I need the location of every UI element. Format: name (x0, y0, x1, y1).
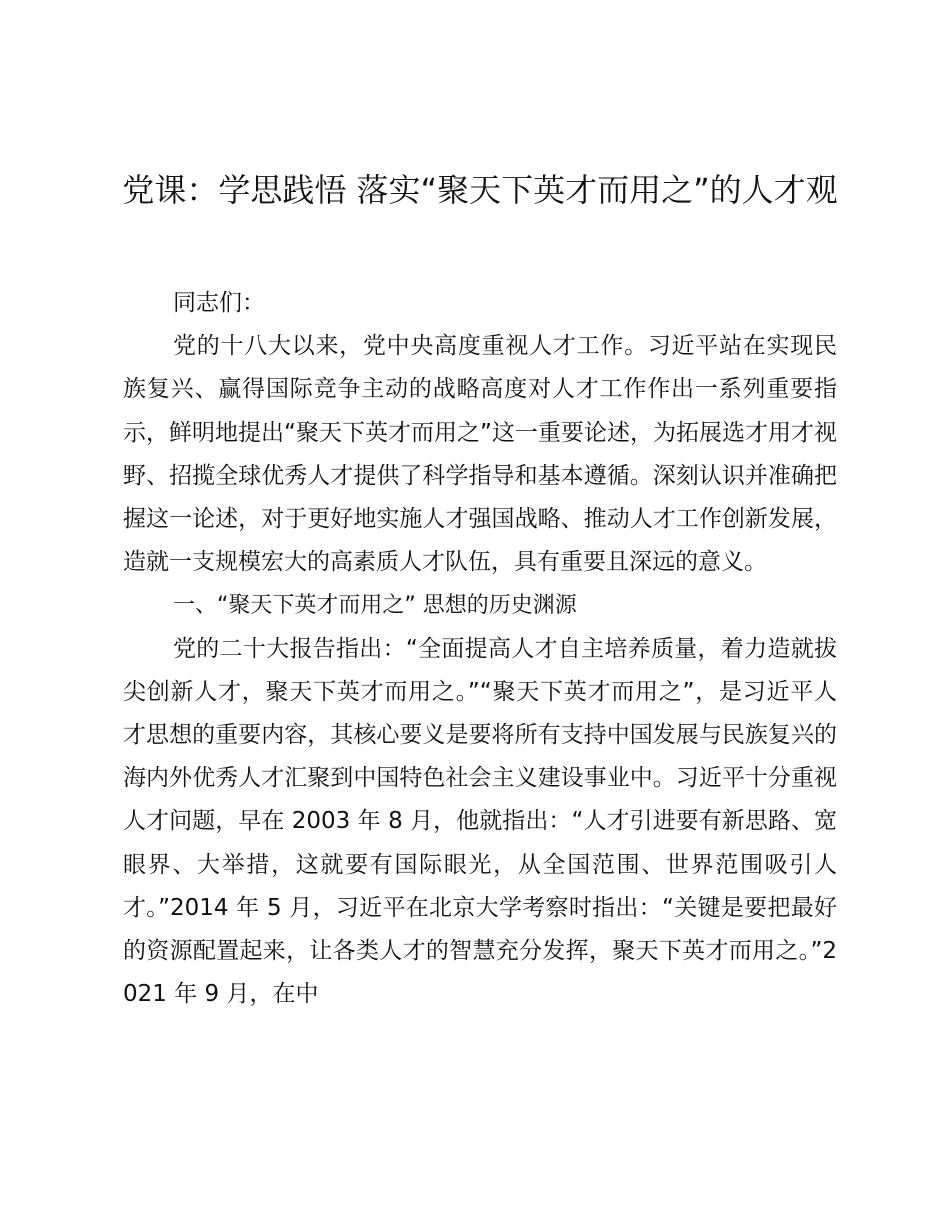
section-heading-1: 一、“聚天下英才而用之” 思想的历史渊源 (173, 593, 577, 619)
salutation: 同志们： (173, 290, 265, 316)
body-paragraph-2: 党的二十大报告指出：“全面提高人才自主培养质量，着力造就拔尖创新人才，聚天下英才而用之。”“聚天下英才而用之”，是习近平人才思想的重要内容，其核心要义是要将所有支持中国发展与民族复兴的海内外优秀人才汇聚到中国特色社会主义建设事业中。习近平十分重视人才问题，早在 2003 年 8 月，他就指出：“人才引进要有新思路、宽眼界、大举措，这就要有国际眼光，从全国范围、世界范围吸引人才。”2014 年 5 月，习近平在北京大学考察时指出：“关键是要把最好的资源配置起来，让各类人才的智慧充分发挥，聚天下英才而用之。”2021 年 9 月，在中 (123, 635, 837, 1008)
body-paragraph-1: 党的十八大以来，党中央高度重视人才工作。习近平站在实现民族复兴、赢得国际竞争主动的战略高度对人才工作作出一系列重要指示，鲜明地提出“聚天下英才而用之”这一重要论述，为拓展选才用才视野、招揽全球优秀人才提供了科学指导和基本遵循。深刻认识并准确把握这一论述，对于更好地实施人才强国战略、推动人才工作创新发展，造就一支规模宏大的高素质人才队伍，具有重要且深远的意义。 (123, 333, 837, 576)
document-body (123, 282, 837, 1016)
document-title: 党课：学思践悟 落实“聚天下英才而用之”的人才观 (122, 171, 838, 209)
